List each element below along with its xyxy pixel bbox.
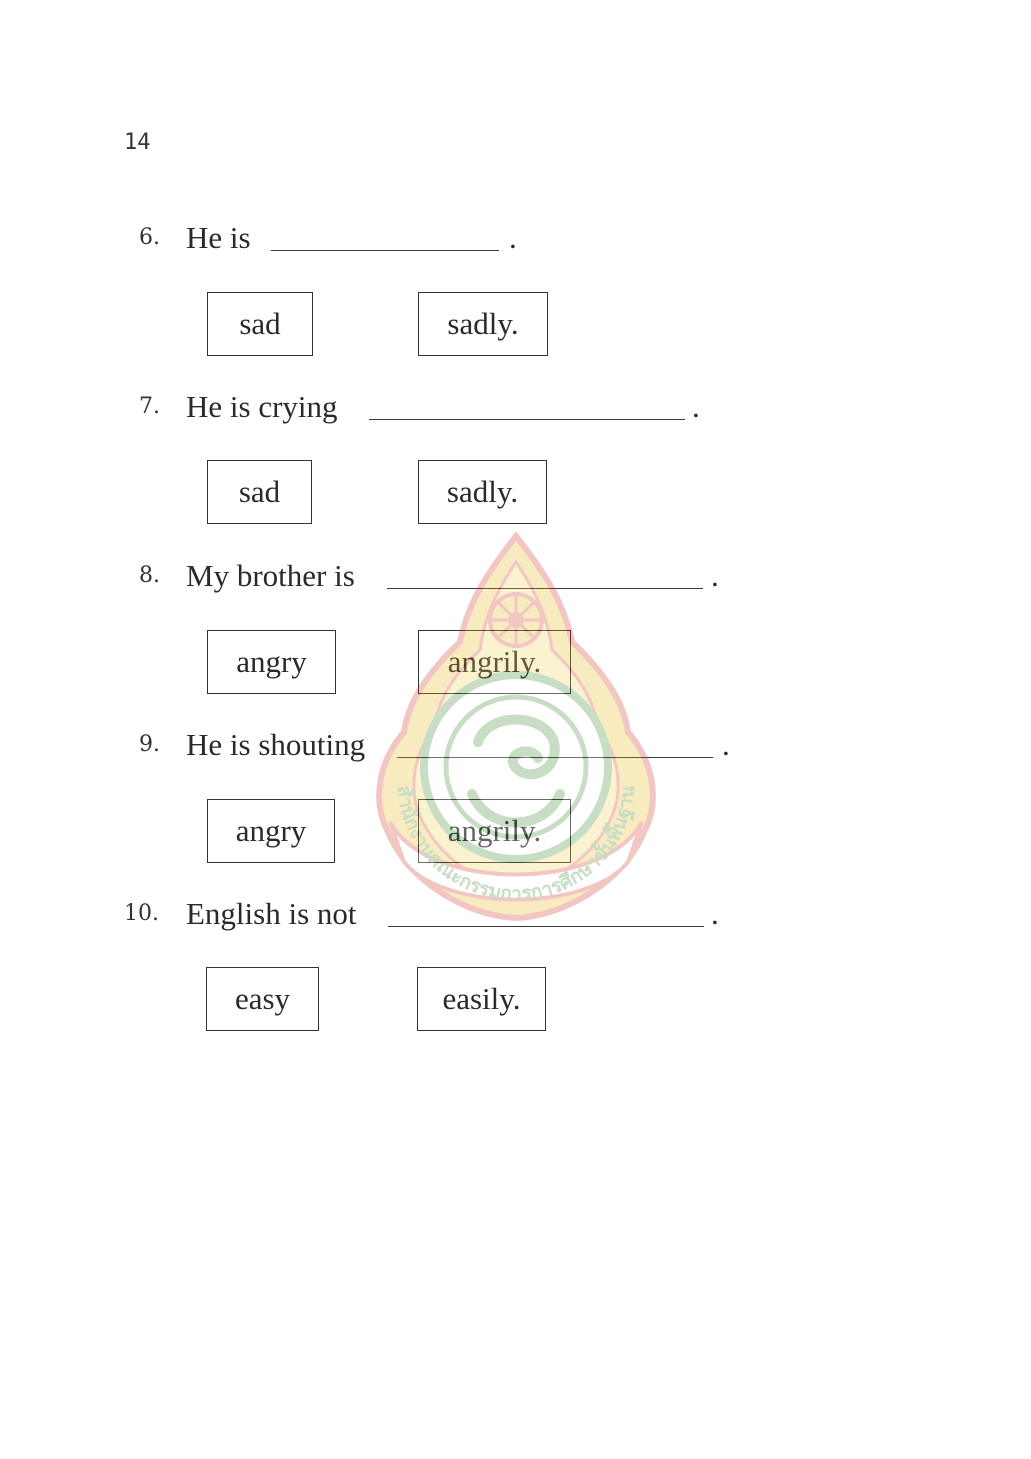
question-10 xyxy=(0,897,1031,947)
question-number: 8. xyxy=(139,563,160,588)
option-box[interactable]: angry xyxy=(207,799,335,863)
question-number: 7. xyxy=(139,394,160,419)
question-text: He is crying xyxy=(186,389,338,424)
answer-blank[interactable] xyxy=(271,250,499,251)
question-text: He is shouting xyxy=(186,727,366,762)
question-text: He is xyxy=(186,220,251,255)
answer-blank[interactable] xyxy=(369,419,685,420)
option-box[interactable]: angry xyxy=(207,630,336,694)
question-6 xyxy=(0,221,1031,271)
sentence-period: . xyxy=(692,389,700,424)
question-text: English is not xyxy=(186,896,357,931)
answer-blank[interactable] xyxy=(387,588,703,589)
question-text: My brother is xyxy=(186,558,355,593)
question-8 xyxy=(0,559,1031,609)
answer-blank[interactable] xyxy=(397,757,713,758)
sentence-period: . xyxy=(711,558,719,593)
option-box[interactable]: angrily. xyxy=(418,799,571,863)
option-box[interactable]: sadly. xyxy=(418,460,547,524)
question-7 xyxy=(0,390,1031,440)
option-box[interactable]: easy xyxy=(206,967,319,1031)
option-box[interactable]: angrily. xyxy=(418,630,571,694)
answer-blank[interactable] xyxy=(388,926,704,927)
question-number: 9. xyxy=(139,732,160,757)
sentence-period: . xyxy=(711,896,719,931)
question-number: 6. xyxy=(139,225,160,250)
option-box[interactable]: sadly. xyxy=(418,292,548,356)
sentence-period: . xyxy=(509,220,517,255)
watermark-text: สำนักงานคณะกรรมการการศึกษาขั้นพื้นฐาน xyxy=(392,784,640,905)
option-box[interactable]: sad xyxy=(207,460,312,524)
question-number: 10. xyxy=(124,901,159,926)
page-number: 14 xyxy=(124,130,151,155)
option-box[interactable]: sad xyxy=(207,292,313,356)
sentence-period: . xyxy=(722,727,730,762)
question-9 xyxy=(0,728,1031,778)
option-box[interactable]: easily. xyxy=(417,967,546,1031)
